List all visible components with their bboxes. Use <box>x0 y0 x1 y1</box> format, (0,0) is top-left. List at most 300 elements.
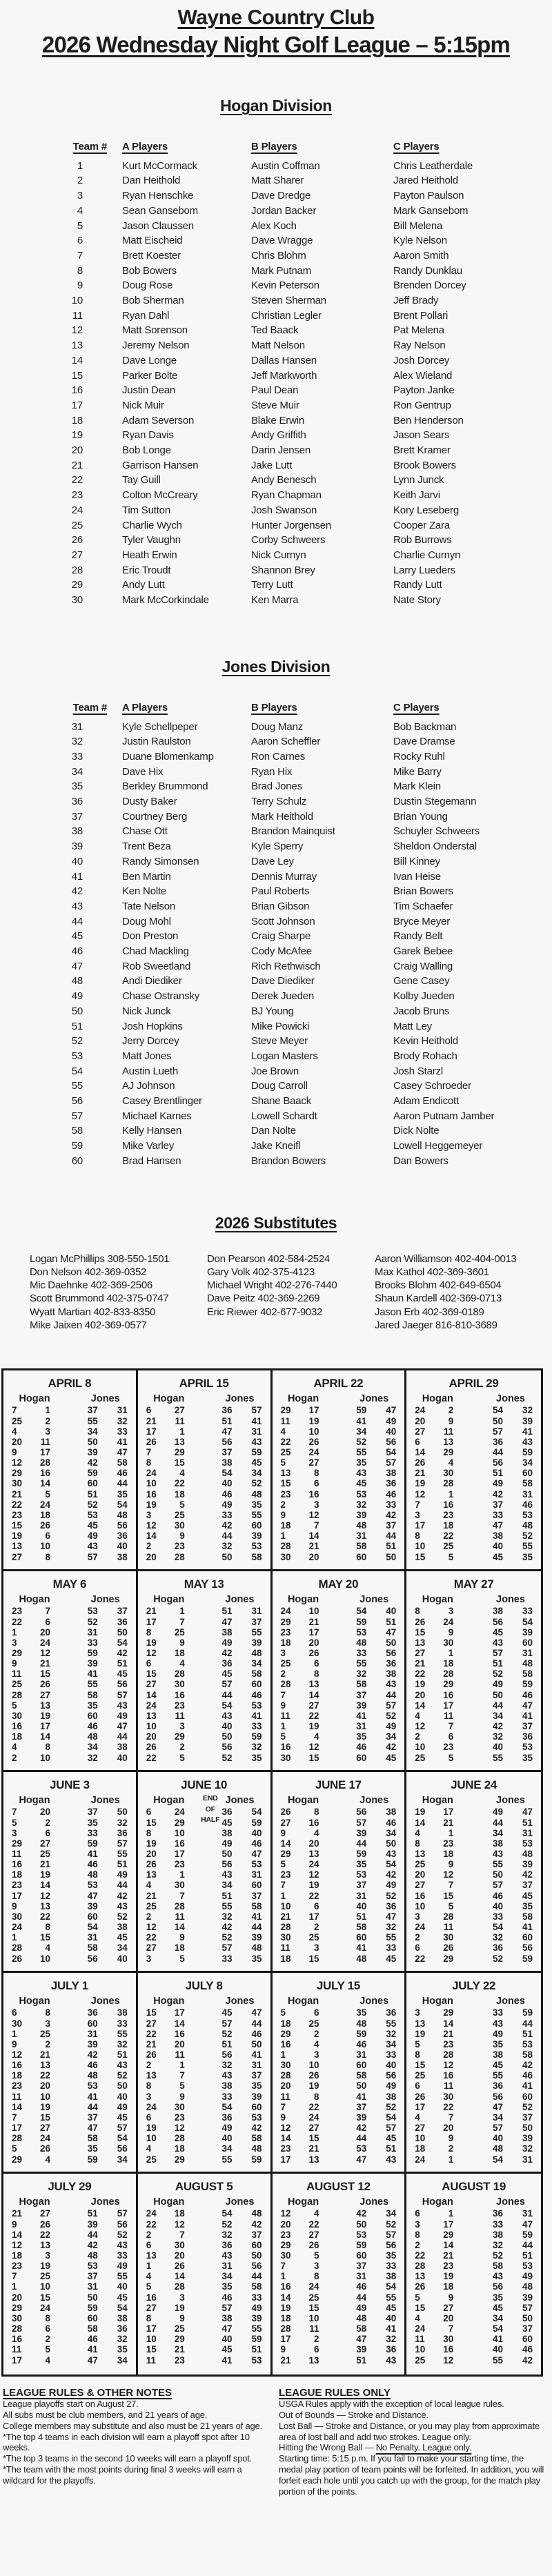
matchup-row <box>12 1468 128 1478</box>
hogan-home-team: 7 <box>12 2271 17 2282</box>
jones-away-team: 43 <box>386 1849 397 1859</box>
team-row <box>0 1079 552 1094</box>
jones-away-team: 42 <box>522 2354 533 2366</box>
week-column-headers <box>146 2196 262 2208</box>
jones-home-team: 55 <box>221 2154 233 2165</box>
jones-home-team: 32 <box>493 2239 504 2250</box>
hogan-home-team: 24 <box>415 2154 426 2165</box>
matchup-row <box>146 1405 262 1415</box>
schedule-grid <box>1 1368 543 2377</box>
jones-home-team: 36 <box>87 2007 98 2018</box>
hogan-home-team: 25 <box>415 2070 426 2081</box>
hogan-away-team: 6 <box>313 2007 319 2018</box>
jones-away-team: 38 <box>386 1468 397 1479</box>
jones-home-team: 57 <box>221 2302 233 2313</box>
spacer <box>83 749 122 765</box>
jones-home-team: 35 <box>356 1457 367 1468</box>
week-box-july-1 <box>3 1973 138 2174</box>
substitute-row <box>0 1319 552 1332</box>
jones-home-team: 41 <box>87 2344 98 2355</box>
jones-away-team: 43 <box>117 1700 128 1711</box>
jones-away-team: 45 <box>386 1752 397 1763</box>
jones-away-team: 51 <box>117 1859 128 1870</box>
hogan-away-team: 27 <box>308 1700 319 1711</box>
jones-away-team: 50 <box>251 2038 262 2049</box>
jones-away-team: 35 <box>117 1488 128 1500</box>
week-date: JULY 1 <box>50 1979 88 1993</box>
matchup-row <box>415 2102 533 2112</box>
hogan-away-team: 29 <box>174 1817 185 1828</box>
matchup-row <box>415 1669 533 1679</box>
jones-away-team: 52 <box>386 2101 397 2112</box>
hogan-home-team: 2 <box>415 2239 420 2250</box>
jones-home-team: 56 <box>493 1616 504 1627</box>
jones-away-team: 47 <box>386 1405 397 1416</box>
hogan-home-team: 25 <box>146 1900 157 1911</box>
spacer <box>83 368 122 384</box>
jones-away-team: 52 <box>522 1531 533 1542</box>
hogan-home-team: 20 <box>146 1731 157 1742</box>
jones-home-team: 31 <box>87 1932 98 1943</box>
spacer <box>83 914 122 930</box>
hogan-away-team: 24 <box>443 1616 454 1627</box>
matchup-row <box>281 2313 397 2323</box>
matchup-row <box>12 1932 128 1943</box>
spacer <box>83 734 122 749</box>
hogan-home-team: 12 <box>415 1721 426 1732</box>
jones-away-team: 41 <box>522 1922 533 1933</box>
jones-away-team: 47 <box>386 1911 397 1922</box>
matchup-row <box>281 1731 397 1742</box>
jones-home-team: 46 <box>87 2060 98 2071</box>
matchup-row <box>146 1606 262 1616</box>
team-row <box>0 323 552 338</box>
hogan-away-team: 19 <box>443 2271 454 2282</box>
b-player-name: Doug Carroll <box>251 1080 308 1092</box>
c-player-name: Josh Dorcey <box>393 354 450 366</box>
hogan-away-team: 14 <box>39 1731 50 1742</box>
hogan-home-team: 13 <box>280 1468 291 1479</box>
hogan-away-team: 18 <box>443 2281 454 2292</box>
jones-away-team: 46 <box>522 1499 533 1510</box>
week-date: MAY 6 <box>52 1577 87 1591</box>
hogan-home-team: 15 <box>280 1478 291 1489</box>
matchup-row <box>281 2029 397 2039</box>
jones-column-label: Jones <box>90 1795 120 1807</box>
jones-away-team: 60 <box>522 1637 533 1648</box>
jones-away-team: 38 <box>386 2271 397 2282</box>
team-number: 14 <box>71 354 83 366</box>
a-player-name: Bob Bowers <box>122 264 177 277</box>
hogan-home-team: 22 <box>415 1953 426 1964</box>
jones-home-team: 53 <box>356 2229 367 2240</box>
jones-home-team: 56 <box>493 2281 504 2292</box>
hogan-away-team: 5 <box>448 1551 454 1562</box>
jones-home-team: 60 <box>87 1478 98 1489</box>
column-header-team: Team # <box>72 141 107 153</box>
jones-home-team: 40 <box>356 1900 367 1911</box>
jones-home-team: 53 <box>87 2261 98 2272</box>
hogan-away-team: 23 <box>443 1742 454 1753</box>
hogan-home-team: 3 <box>280 1648 286 1658</box>
a-player-name: Randy Simonsen <box>122 855 199 867</box>
spacer <box>83 443 122 458</box>
jones-away-team: 55 <box>251 2323 262 2334</box>
substitute-row <box>0 1266 552 1279</box>
jones-home-team: 33 <box>493 2219 504 2230</box>
team-row <box>0 944 552 959</box>
hogan-away-team: 29 <box>443 1679 454 1690</box>
jones-home-team: 50 <box>493 1869 504 1880</box>
jones-home-team: 31 <box>356 1531 367 1542</box>
hogan-away-team: 30 <box>174 2101 185 2112</box>
matchup-row <box>281 1922 397 1932</box>
jones-home-team: 50 <box>87 1436 98 1447</box>
hogan-home-team: 1 <box>280 1531 286 1542</box>
hogan-home-team: 19 <box>146 1499 157 1510</box>
jones-home-team: 44 <box>493 1700 504 1711</box>
week-box-july-22 <box>406 1973 541 2174</box>
hogan-away-team: 7 <box>448 1721 454 1732</box>
a-player-name: Mark McCorkindale <box>122 594 209 607</box>
hogan-away-team: 19 <box>39 2261 50 2272</box>
spacer <box>83 488 122 503</box>
hogan-home-team: 15 <box>146 1669 157 1680</box>
jones-home-team: 36 <box>493 2081 504 2092</box>
hogan-away-team: 28 <box>174 2281 185 2292</box>
jones-team-rows <box>0 720 552 1169</box>
hogan-home-team: 10 <box>415 1742 426 1753</box>
hogan-away-team: 8 <box>45 2007 50 2018</box>
hogan-column-label: Hogan <box>19 1594 50 1606</box>
c-player-name: Tim Schaefer <box>393 900 453 912</box>
jones-home-team: 36 <box>493 1943 504 1954</box>
jones-away-team: 56 <box>386 1648 397 1658</box>
hogan-away-team: 10 <box>39 2091 50 2102</box>
c-player-name: Lynn Junck <box>393 474 444 486</box>
jones-home-team: 37 <box>87 1405 98 1416</box>
hogan-home-team: 10 <box>415 1900 426 1911</box>
jones-home-team: 32 <box>221 1541 233 1552</box>
substitutes-list <box>0 1252 552 1333</box>
hogan-away-team: 12 <box>174 2123 185 2134</box>
b-player-name: Aaron Scheffler <box>251 736 321 748</box>
jones-away-team: 54 <box>386 1859 397 1870</box>
hogan-away-team: 29 <box>174 2334 185 2345</box>
week-date: MAY 27 <box>453 1577 494 1591</box>
jones-away-team: 42 <box>251 2123 262 2134</box>
jones-home-team: 54 <box>221 2208 233 2219</box>
matchup-row <box>415 2334 533 2344</box>
b-player-name: Matt Sharer <box>251 175 304 187</box>
jones-away-team: 59 <box>251 1731 262 1742</box>
c-player-name: Brian Bowers <box>393 885 453 898</box>
jones-away-team: 60 <box>251 1880 262 1891</box>
team-row <box>0 338 552 353</box>
jones-home-team: 55 <box>356 1447 367 1457</box>
hogan-home-team: 4 <box>12 1742 17 1753</box>
jones-away-team: 55 <box>117 1849 128 1859</box>
jones-away-team: 37 <box>522 2323 533 2334</box>
team-row <box>0 824 552 839</box>
jones-away-team: 47 <box>251 1849 262 1859</box>
hogan-away-team: 29 <box>443 2229 454 2240</box>
jones-home-team: 43 <box>221 2250 233 2261</box>
jones-away-team: 32 <box>251 1742 262 1753</box>
matchup-row <box>281 1943 397 1953</box>
spacer <box>83 353 122 368</box>
hogan-away-team: 5 <box>45 1488 50 1500</box>
hogan-home-team: 23 <box>12 1606 23 1617</box>
jones-away-team: 50 <box>522 2123 533 2134</box>
jones-away-team: 49 <box>386 1880 397 1891</box>
hogan-home-team: 25 <box>415 1752 426 1763</box>
c-player-name: Randy Dunklau <box>393 264 462 277</box>
jones-away-team: 45 <box>117 2292 128 2303</box>
jones-away-team: 42 <box>522 2060 533 2071</box>
jones-away-team: 50 <box>117 2081 128 2092</box>
hogan-home-team: 26 <box>415 1457 426 1468</box>
jones-away-team: 31 <box>251 1869 262 1880</box>
matchup-row <box>12 1690 128 1700</box>
hogan-away-team: 19 <box>39 1710 50 1721</box>
jones-away-team: 47 <box>522 1700 533 1711</box>
hogan-home-team: 3 <box>415 1911 420 1922</box>
hogan-away-team: 20 <box>443 2123 454 2134</box>
matchup-row <box>281 1807 397 1817</box>
spacer <box>83 1034 122 1049</box>
hogan-home-team: 16 <box>280 1742 291 1753</box>
team-row <box>0 974 552 989</box>
team-row <box>0 278 552 293</box>
matchup-row <box>281 1617 397 1627</box>
jones-home-team: 47 <box>87 2123 98 2134</box>
hogan-home-team: 8 <box>415 2229 420 2240</box>
jones-home-team: 39 <box>87 2219 98 2230</box>
jones-away-team: 33 <box>251 2292 262 2303</box>
a-player-name: Bob Longe <box>122 444 171 457</box>
week-column-headers <box>415 1795 533 1807</box>
hogan-home-team: 21 <box>415 1658 426 1669</box>
jones-home-team: 36 <box>493 1436 504 1447</box>
matchup-row <box>12 1437 128 1447</box>
matchup-row <box>415 1943 533 1953</box>
jones-home-team: 48 <box>356 2312 367 2323</box>
jones-away-team: 52 <box>386 2219 397 2230</box>
c-player-name: Sheldon Onderstal <box>393 840 477 853</box>
b-player-name: Kyle Sperry <box>251 840 304 853</box>
c-player-name: Jared Heithold <box>393 175 458 187</box>
jones-away-team: 36 <box>386 1478 397 1489</box>
hogan-home-team: 24 <box>146 2101 157 2112</box>
jones-home-team: 55 <box>221 1900 233 1911</box>
jones-home-team: 31 <box>221 2261 233 2272</box>
a-player-name: Nick Junck <box>122 1005 171 1017</box>
c-player-name: Randy Belt <box>393 930 443 943</box>
hogan-home-team: 24 <box>415 1922 426 1933</box>
jones-away-team: 32 <box>117 2334 128 2345</box>
hogan-home-team: 29 <box>280 1849 291 1859</box>
matchup-row <box>415 2261 533 2271</box>
matchup-row <box>146 2070 262 2081</box>
jones-home-team: 58 <box>87 1689 98 1700</box>
matchup-row <box>281 2281 397 2292</box>
jones-home-team: 32 <box>221 2060 233 2071</box>
a-player-name: Chad Mackling <box>122 945 189 958</box>
a-player-name: Ryan Dahl <box>122 309 170 322</box>
hogan-home-team: 16 <box>12 2060 23 2071</box>
jones-home-team: 54 <box>87 1922 98 1933</box>
team-row <box>0 219 552 234</box>
week-box-may-13 <box>138 1571 273 1772</box>
hogan-home-team: 12 <box>146 1648 157 1658</box>
jones-home-team: 44 <box>356 1838 367 1849</box>
matchup-row <box>146 1943 262 1953</box>
jones-away-team: 59 <box>522 2229 533 2240</box>
hogan-home-team: 8 <box>415 2049 420 2060</box>
substitute-entry: Jason Erb 402-369-0189 <box>375 1306 484 1318</box>
spacer <box>83 248 122 264</box>
hogan-away-team: 22 <box>308 1890 319 1901</box>
a-player-name: Tay Guill <box>122 474 161 486</box>
jones-away-team: 39 <box>522 2292 533 2303</box>
hogan-away-team: 8 <box>313 1468 319 1479</box>
b-player-name: Chris Blohm <box>251 249 306 262</box>
jones-home-team: 38 <box>493 1838 504 1849</box>
matchup-row <box>281 2323 397 2334</box>
jones-away-team: 51 <box>251 2344 262 2355</box>
jones-home-team: 32 <box>493 1731 504 1742</box>
hogan-home-team: 27 <box>280 1817 291 1828</box>
jones-away-team: 39 <box>251 2312 262 2323</box>
hogan-home-team: 19 <box>415 1807 426 1818</box>
hogan-home-team: 2 <box>415 1932 420 1943</box>
hogan-column-label: Hogan <box>422 2196 453 2208</box>
matchup-row <box>12 2102 128 2112</box>
jones-away-team: 60 <box>522 2091 533 2102</box>
b-player-name: Nick Curnyn <box>251 549 306 561</box>
team-number: 3 <box>77 190 83 202</box>
hogan-home-team: 16 <box>280 2038 291 2049</box>
hogan-home-team: 17 <box>12 2354 23 2366</box>
jones-home-team: 46 <box>493 1890 504 1901</box>
hogan-home-team: 18 <box>280 1520 291 1531</box>
hogan-home-team: 11 <box>280 2091 290 2102</box>
team-number: 22 <box>71 474 83 486</box>
jones-home-team: 32 <box>493 1932 504 1943</box>
jones-away-team: 35 <box>386 2250 397 2261</box>
substitute-entry: Mike Jaixen 402-369-0577 <box>30 1319 147 1332</box>
jones-home-team: 45 <box>493 2060 504 2071</box>
team-row <box>0 548 552 563</box>
hogan-away-team: 1 <box>179 1426 185 1437</box>
league-name-text: 2026 Wednesday Night Golf League – 5:15pm <box>41 32 511 57</box>
jones-away-team: 57 <box>386 1700 397 1711</box>
week-column-headers <box>146 1996 262 2007</box>
matchup-row <box>415 1859 533 1869</box>
hogan-away-team: 3 <box>313 2261 319 2272</box>
jones-home-team: 50 <box>221 1731 233 1742</box>
jones-home-team: 59 <box>356 2028 367 2039</box>
hogan-away-team: 7 <box>179 2070 185 2081</box>
hogan-home-team: 17 <box>415 2101 426 2112</box>
matchup-row <box>12 1869 128 1880</box>
c-player-name: Larry Lueders <box>393 564 455 576</box>
matchup-row <box>415 2281 533 2292</box>
hogan-away-team: 20 <box>308 1838 319 1849</box>
jones-away-team: 44 <box>117 1880 128 1891</box>
hogan-away-team: 27 <box>308 2229 319 2240</box>
matchup-row <box>12 2007 128 2018</box>
jones-away-team: 53 <box>522 1509 533 1520</box>
jones-home-team: 47 <box>221 2323 233 2334</box>
team-number: 54 <box>71 1065 83 1077</box>
matchup-row <box>12 1489 128 1500</box>
jones-home-team: 43 <box>87 1541 98 1552</box>
hogan-away-team: 1 <box>448 1827 454 1838</box>
matchup-row <box>281 1658 397 1669</box>
jones-away-team: 36 <box>117 1827 128 1838</box>
hogan-away-team: 5 <box>179 2081 185 2092</box>
team-row <box>0 749 552 765</box>
jones-away-team: 59 <box>522 1953 533 1964</box>
jones-away-team: 46 <box>251 1838 262 1849</box>
jones-away-team: 51 <box>522 1817 533 1828</box>
team-number: 29 <box>71 579 83 591</box>
hogan-away-team: 12 <box>39 1648 50 1658</box>
matchup-row <box>12 1520 128 1531</box>
jones-away-team: 52 <box>522 2101 533 2112</box>
c-player-name: Kolby Jueden <box>393 990 455 1003</box>
matchup-row <box>415 2112 533 2123</box>
team-row <box>0 353 552 368</box>
hogan-home-team: 18 <box>280 2312 291 2323</box>
hogan-away-team: 5 <box>179 1499 185 1510</box>
jones-home-team: 38 <box>493 2229 504 2240</box>
hogan-away-team: 1 <box>448 2154 454 2165</box>
team-number: 1 <box>77 159 83 172</box>
matchup-row <box>146 1922 262 1932</box>
jones-away-team: 55 <box>386 2018 397 2029</box>
hogan-home-team: 29 <box>280 2239 291 2250</box>
hogan-home-team: 1 <box>280 1890 286 1901</box>
matchup-row <box>12 2355 128 2366</box>
hogan-home-team: 18 <box>12 1731 23 1742</box>
jones-away-team: 31 <box>251 2060 262 2071</box>
matchup-row <box>146 1679 262 1689</box>
a-player-name: Justin Dean <box>122 384 176 397</box>
hogan-away-team: 15 <box>39 1932 50 1943</box>
matchup-row <box>415 1932 533 1943</box>
spacer <box>83 204 122 219</box>
matchup-row <box>415 2240 533 2250</box>
jones-away-team: 53 <box>251 1700 262 1711</box>
matchup-row <box>146 1478 262 1488</box>
jones-away-team: 48 <box>522 2281 533 2292</box>
b-player-name: Lowell Schardt <box>251 1110 317 1122</box>
hogan-home-team: 8 <box>146 1827 152 1838</box>
jones-home-team: 52 <box>87 1499 98 1510</box>
a-player-name: Matt Jones <box>122 1050 172 1062</box>
jones-home-team: 47 <box>356 2334 367 2345</box>
matchup-row <box>146 1648 262 1658</box>
jones-away-team: 46 <box>117 1468 128 1479</box>
hogan-column-label: Hogan <box>422 1393 453 1405</box>
week-date: JULY 22 <box>452 1979 496 1993</box>
hogan-home-team: 15 <box>12 1520 23 1531</box>
week-box-may-27 <box>406 1571 541 1772</box>
b-player-name: Cody McAfee <box>251 945 312 958</box>
